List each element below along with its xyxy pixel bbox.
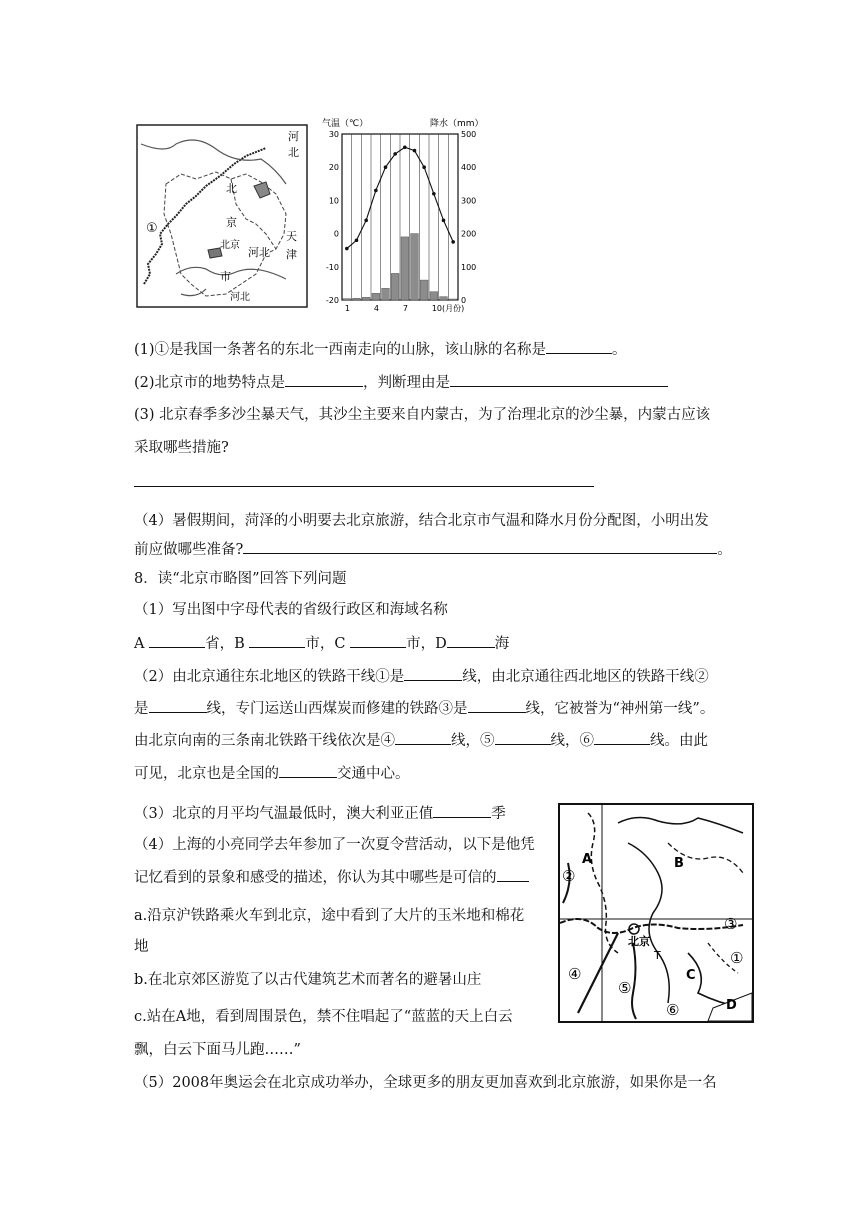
q2a-text: (2)北京市的地势特点是 bbox=[134, 375, 286, 391]
q1-end: 。 bbox=[612, 342, 627, 358]
temp-point bbox=[384, 165, 388, 169]
map1-label-hebei2: 河北 bbox=[230, 292, 250, 303]
q8-2-l2b: 线，专门运送山西煤炭而修建的铁路③是 bbox=[206, 701, 468, 717]
temp-point bbox=[403, 145, 407, 149]
map1-label-shi: 市 bbox=[220, 270, 231, 283]
q8-2-blank2[interactable] bbox=[149, 698, 207, 713]
q4-line2 bbox=[134, 539, 732, 560]
map2-label-beijing: 北京 bbox=[628, 935, 650, 948]
right-tick-label: 300 bbox=[461, 196, 477, 206]
q8-2-l2c: 线，它被誉为“神州第一线”。 bbox=[525, 701, 715, 717]
map2-label-A: A bbox=[582, 852, 593, 867]
right-axis-label: 降水（mm） bbox=[430, 119, 484, 129]
x-tick-label: 1 bbox=[344, 304, 350, 313]
temp-point bbox=[345, 247, 349, 251]
right-tick-label: 200 bbox=[461, 229, 477, 239]
q8-2-line2 bbox=[134, 698, 714, 719]
q8-2-l2a: 是 bbox=[134, 701, 149, 717]
q8-2-line3 bbox=[134, 730, 708, 751]
q8-2-l4a: 可见，北京也是全国的 bbox=[134, 766, 279, 782]
q8-1-D-blank[interactable] bbox=[447, 633, 495, 648]
q8-1-answers bbox=[134, 633, 509, 654]
x-tick-label: 10(月份) bbox=[431, 304, 465, 313]
q8-4-a1: a.沿京沪铁路乘火车到北京，途中看到了大片的玉米地和棉花 bbox=[134, 908, 525, 924]
q8-3a: （3）北京的月平均气温最低时，澳大利亚正值 bbox=[134, 806, 434, 822]
climate-chart bbox=[312, 116, 494, 316]
map2-circle3: ③ bbox=[724, 915, 738, 933]
precip-bar bbox=[372, 293, 380, 300]
precip-bar bbox=[362, 297, 370, 300]
q2b-blank[interactable] bbox=[450, 372, 668, 387]
q8-5: （5）2008年奥运会在北京成功举办，全球更多的朋友更加喜欢到北京旅游，如果你是一名 bbox=[134, 1075, 717, 1091]
temp-point bbox=[451, 240, 455, 244]
q8-1-C2: 市，D bbox=[406, 636, 447, 652]
precip-bar bbox=[420, 280, 428, 300]
q8-2-l1b: 线，由北京通往西北地区的铁路干线② bbox=[462, 669, 709, 685]
map1-label-tian: 天 bbox=[286, 230, 297, 243]
q8-2-blank1[interactable] bbox=[404, 666, 462, 681]
map1-label-jin: 津 bbox=[286, 248, 297, 261]
map2-circle6: ⑥ bbox=[666, 1001, 680, 1019]
beijing-location-map bbox=[136, 124, 308, 308]
q8-1-A2: 省，B bbox=[205, 636, 245, 652]
q8-1-D2: 海 bbox=[494, 636, 510, 652]
q8-4-b: b.在北京郊区游览了以古代建筑艺术而著名的避暑山庄 bbox=[134, 972, 482, 988]
map2-circle2: ② bbox=[562, 867, 576, 885]
temp-point bbox=[374, 189, 378, 193]
temp-point bbox=[442, 219, 446, 223]
q8-1-A-blank[interactable] bbox=[149, 633, 205, 648]
left-tick-label: 30 bbox=[328, 130, 339, 139]
q4-line2-text: 前应做哪些准备? bbox=[134, 542, 244, 558]
map1-circle1: ① bbox=[146, 221, 158, 236]
temp-point bbox=[355, 238, 359, 242]
temp-point bbox=[413, 149, 417, 153]
q8-4-l2: 记忆看到的景象和感受的描述，你认为其中哪些是可信的 bbox=[134, 870, 497, 886]
q8-2-l4b: 交通中心。 bbox=[337, 766, 410, 782]
q8-3-blank[interactable] bbox=[433, 803, 491, 818]
q8-1: （1）写出图中字母代表的省级行政区和海域名称 bbox=[134, 602, 448, 618]
left-axis-label: 气温（℃） bbox=[322, 119, 369, 129]
q3-answer-line[interactable] bbox=[134, 486, 594, 487]
q8-3b: 季 bbox=[491, 806, 506, 822]
q2a-blank[interactable] bbox=[285, 372, 363, 387]
q8-1-A: A bbox=[134, 636, 145, 652]
q2b-text: ，判断理由是 bbox=[363, 375, 451, 391]
map2-circle1: ① bbox=[730, 949, 744, 967]
map1-label-bei: 北 bbox=[288, 146, 299, 159]
precip-bar bbox=[391, 273, 399, 300]
right-tick-label: 400 bbox=[461, 163, 477, 173]
x-tick-label: 4 bbox=[373, 304, 379, 313]
right-tick-label: 500 bbox=[461, 130, 477, 139]
q8-1-B2: 市，C bbox=[305, 636, 346, 652]
q1-line bbox=[134, 339, 627, 360]
q8-2-l3c: 线，⑥ bbox=[550, 733, 594, 749]
left-tick-label: 10 bbox=[328, 196, 339, 206]
precip-bar bbox=[430, 292, 438, 300]
q8-2-blank3[interactable] bbox=[468, 698, 526, 713]
temp-point bbox=[432, 192, 436, 196]
q3-line1: (3) 北京春季多沙尘暴天气，其沙尘主要来自内蒙古，为了治理北京的沙尘暴，内蒙古应该 bbox=[134, 407, 711, 423]
q1-text: (1)①是我国一条著名的东北一西南走向的山脉，该山脉的名称是 bbox=[134, 342, 547, 358]
left-tick-label: 20 bbox=[328, 163, 339, 173]
q8-3-line bbox=[134, 803, 506, 824]
precip-bar bbox=[401, 237, 409, 300]
map2-label-T: T bbox=[654, 949, 661, 962]
q8-1-B-blank[interactable] bbox=[249, 633, 305, 648]
precip-bar bbox=[440, 297, 448, 300]
q8-title: 8．读“北京市略图”回答下列问题 bbox=[134, 571, 347, 587]
temp-point bbox=[364, 219, 368, 223]
q8-1-C-blank[interactable] bbox=[350, 633, 406, 648]
q8-4-a2: 地 bbox=[134, 939, 149, 955]
precip-bar bbox=[382, 288, 390, 300]
left-tick-label: 0 bbox=[333, 229, 339, 239]
map2-circle4: ④ bbox=[568, 965, 582, 983]
left-tick-label: -20 bbox=[325, 296, 339, 305]
q8-2-blank6[interactable] bbox=[594, 730, 650, 745]
temp-point bbox=[422, 165, 426, 169]
map2-label-B: B bbox=[674, 856, 684, 871]
precip-bar bbox=[411, 234, 419, 300]
q8-4-line2 bbox=[134, 867, 529, 888]
q8-2-line1 bbox=[134, 666, 709, 687]
q4-blank[interactable] bbox=[243, 539, 717, 554]
left-tick-label: -10 bbox=[325, 262, 339, 272]
q4-end: 。 bbox=[717, 542, 732, 558]
q8-4-blank[interactable] bbox=[497, 867, 529, 882]
map2-label-C: C bbox=[686, 968, 696, 983]
q8-4-c1: c.站在A地，看到周围景色，禁不住唱起了“蓝蓝的天上白云 bbox=[134, 1009, 513, 1025]
q8-2-line4 bbox=[134, 763, 410, 784]
temp-point bbox=[393, 152, 397, 156]
right-tick-label: 100 bbox=[461, 262, 477, 272]
q8-2-blank7[interactable] bbox=[279, 763, 337, 778]
q4-line1: （4）暑假期间，菏泽的小明要去北京旅游，结合北京市气温和降水月份分配图，小明出发 bbox=[134, 513, 709, 529]
precip-bar bbox=[449, 299, 457, 300]
map1-label-hebei: 河北 bbox=[248, 246, 270, 259]
q8-2-l3d: 线。由此 bbox=[650, 733, 708, 749]
q8-4-c2: 飘，白云下面马儿跑……” bbox=[134, 1042, 301, 1058]
map1-label-beijing: 北京 bbox=[220, 240, 240, 251]
q1-blank[interactable] bbox=[546, 339, 612, 354]
beijing-sketch-map bbox=[558, 803, 754, 1023]
q8-2-blank5[interactable] bbox=[495, 730, 551, 745]
map1-label-he: 河 bbox=[288, 130, 299, 143]
map1-label-jing: 京 bbox=[226, 216, 237, 229]
q2-line bbox=[134, 372, 668, 393]
q8-2-l3a: 由北京向南的三条南北铁路干线依次是④ bbox=[134, 733, 395, 749]
map2-circle5: ⑤ bbox=[618, 979, 632, 997]
q8-2-blank4[interactable] bbox=[395, 730, 451, 745]
q3-line2: 采取哪些措施? bbox=[134, 440, 229, 456]
q8-2-l1a: （2）由北京通往东北地区的铁路干线①是 bbox=[134, 669, 405, 685]
q8-2-l3b: 线，⑤ bbox=[451, 733, 495, 749]
map1-label-bei2: 北 bbox=[226, 182, 237, 195]
precip-bar bbox=[353, 298, 361, 300]
x-tick-label: 7 bbox=[402, 304, 408, 313]
precip-bar bbox=[343, 299, 351, 300]
q8-4-line1: （4）上海的小亮同学去年参加了一次夏令营活动，以下是他凭 bbox=[134, 837, 535, 853]
map2-label-D: D bbox=[726, 998, 737, 1013]
right-tick-label: 0 bbox=[461, 296, 467, 305]
